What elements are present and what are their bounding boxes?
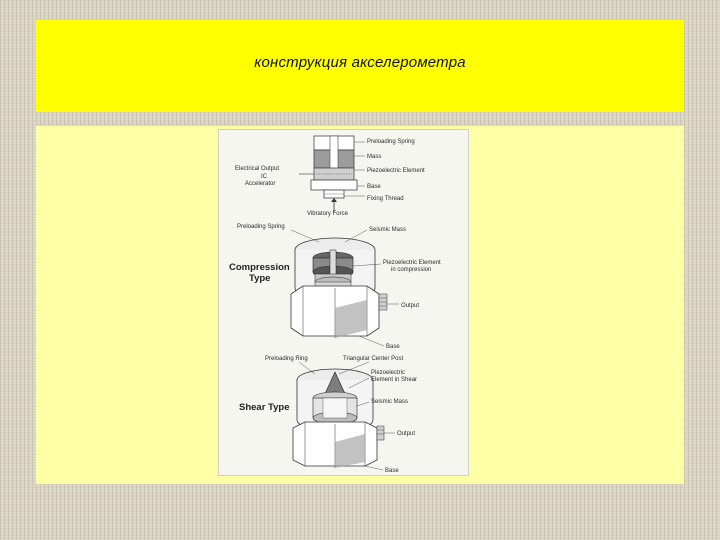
- accelerometer-figure: [218, 129, 469, 476]
- compression-type-drawing: [229, 224, 441, 350]
- label-shear-output: Output: [397, 431, 416, 437]
- label-shear-preloading-ring: Preloading Ring: [265, 356, 308, 362]
- compression-title-line1: Compression: [229, 262, 290, 273]
- compression-title-line2: Type: [249, 273, 271, 284]
- label-shear-base: Base: [385, 468, 399, 474]
- label-mass: Mass: [367, 154, 382, 160]
- label-accelerator: Accelerator: [245, 181, 276, 187]
- label-piezoelectric-element: Piezoelectric Element: [367, 168, 425, 174]
- accelerometer-diagram: [219, 130, 468, 475]
- label-piezo-shear-1: Piezoelectric: [371, 370, 406, 376]
- label-shear-seismic-mass: Seismic Mass: [371, 399, 409, 405]
- label-electrical-output: Electrical Output: [235, 166, 280, 172]
- slide-title: конструкция акселерометра: [254, 53, 466, 71]
- label-piezo-compression-1: Piezoelectric Element: [383, 260, 441, 266]
- label-shear-triangular-post: Triangular Center Post: [343, 356, 404, 362]
- label-piezo-compression-2: in compression: [391, 267, 432, 273]
- label-base: Base: [367, 184, 381, 190]
- label-compression-preloading-spring: Preloading Spring: [237, 224, 285, 230]
- label-fixing-thread: Fixing Thread: [367, 196, 404, 202]
- label-piezo-shear-2: Element in Shear: [371, 377, 418, 383]
- shear-title: Shear Type: [239, 402, 290, 413]
- label-ic: IC: [261, 174, 267, 180]
- label-preloading-spring: Preloading Spring: [367, 139, 415, 145]
- label-compression-output: Output: [401, 303, 420, 309]
- shear-type-drawing: [239, 356, 417, 474]
- label-vibratory-force: Vibratory Force: [307, 211, 348, 217]
- top-schematic: [235, 136, 425, 217]
- label-compression-base: Base: [386, 344, 400, 350]
- label-compression-seismic-mass: Seismic Mass: [369, 227, 407, 233]
- title-band: [36, 20, 684, 112]
